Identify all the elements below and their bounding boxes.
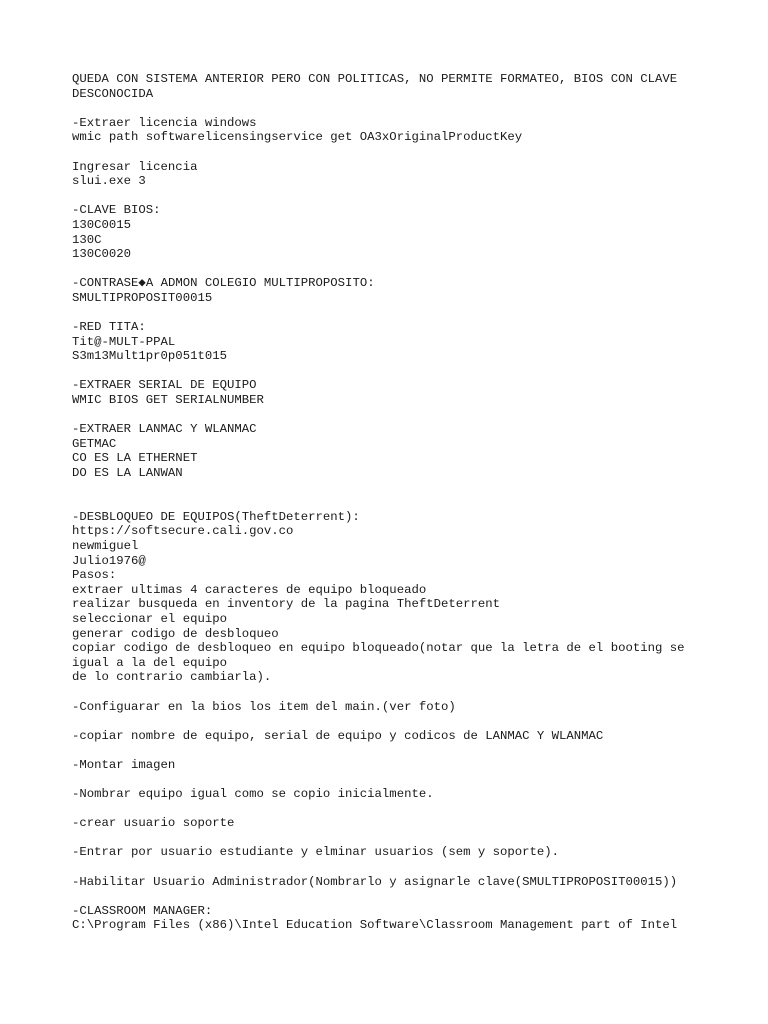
- blank-line: [72, 101, 712, 116]
- text-line: newmiguel: [72, 539, 139, 553]
- text-line: -Configuarar en la bios los item del main.(ver foto): [72, 699, 456, 714]
- text-line: -EXTRAER SERIAL DE EQUIPO: [72, 378, 257, 393]
- blank-line: [72, 831, 712, 846]
- document-body: [72, 72, 712, 933]
- text-line: seleccionar el equipo: [72, 611, 227, 626]
- blank-line: [72, 889, 712, 904]
- text-line: -Nombrar equipo igual como se copio inicialmente.: [72, 787, 434, 802]
- text-line: DESCONOCIDA: [72, 86, 154, 101]
- text-line: -CONTRASE◆A ADMON COLEGIO MULTIPROPOSITO:: [72, 276, 375, 291]
- text-line: wmic path softwarelicensingservice get OA3xOriginalProductKey: [72, 130, 523, 145]
- text-line: WMIC BIOS GET SERIALNUMBER: [72, 393, 264, 408]
- text-line: -EXTRAER LANMAC Y WLANMAC: [72, 422, 257, 437]
- blank-line: [72, 262, 712, 277]
- text-line: extraer ultimas 4 caracteres de equipo bloqueado: [72, 582, 427, 597]
- text-line: de lo contrario cambiarla).: [72, 670, 272, 685]
- blank-line: [72, 743, 712, 758]
- text-line: realizar busqueda en inventory de la pagina TheftDeterrent: [72, 597, 501, 612]
- text-line: -CLASSROOM MANAGER:: [72, 903, 213, 918]
- text-line: QUEDA CON SISTEMA ANTERIOR PERO CON POLITICAS, NO PERMITE FORMATEO, BIOS CON CLAVE: [72, 72, 678, 86]
- blank-line: [72, 860, 712, 875]
- text-line: 130C: [72, 232, 102, 247]
- blank-line: [72, 685, 712, 700]
- text-line: slui.exe 3: [72, 174, 146, 189]
- text-line: 130C0015: [72, 217, 132, 232]
- text-line: copiar codigo de desbloqueo en equipo bloqueado(notar que la letra de el booting se: [72, 641, 685, 656]
- text-line: igual a la del equipo: [72, 655, 227, 670]
- text-line: 130C0020: [72, 247, 132, 262]
- text-line: CO ES LA ETHERNET: [72, 451, 198, 466]
- text-line: -crear usuario soporte: [72, 816, 235, 831]
- blank-line: [72, 189, 712, 204]
- text-line: -Extraer licencia windows: [72, 115, 257, 130]
- blank-line: [72, 481, 712, 496]
- blank-line: [72, 145, 712, 160]
- blank-line: [72, 714, 712, 729]
- text-line: -RED TITA:: [72, 320, 146, 335]
- blank-line: [72, 408, 712, 423]
- text-line: Julio1976@: [72, 553, 146, 568]
- text-line: DO ES LA LANWAN: [72, 466, 183, 481]
- text-line: https://softsecure.cali.gov.co: [72, 524, 294, 539]
- blank-line: [72, 306, 712, 321]
- text-line: Tit@-MULT-PPAL: [72, 334, 176, 349]
- blank-line: [72, 773, 712, 788]
- text-line: -copiar nombre de equipo, serial de equipo y codicos de LANMAC Y WLANMAC: [72, 728, 604, 743]
- text-line: -DESBLOQUEO DE EQUIPOS(TheftDeterrent):: [72, 509, 360, 524]
- text-line: generar codigo de desbloqueo: [72, 626, 279, 641]
- text-line: SMULTIPROPOSIT00015: [72, 290, 213, 305]
- text-line: S3m13Mult1pr0p051t015: [72, 349, 227, 364]
- text-line: -Entrar por usuario estudiante y elminar usuarios (sem y soporte).: [72, 845, 560, 860]
- text-line: -CLAVE BIOS:: [72, 203, 161, 218]
- blank-line: [72, 495, 712, 510]
- text-line: Pasos:: [72, 568, 117, 583]
- text-line: Ingresar licencia: [72, 159, 198, 174]
- text-line: -Habilitar Usuario Administrador(Nombrarlo y asignarle clave(SMULTIPROPOSIT00015)): [72, 874, 678, 889]
- blank-line: [72, 364, 712, 379]
- blank-line: [72, 802, 712, 817]
- text-line: -Montar imagen: [72, 757, 176, 772]
- text-line: GETMAC: [72, 436, 117, 451]
- text-line: C:\Program Files (x86)\Intel Education Software\Classroom Management part of Intel: [72, 918, 678, 933]
